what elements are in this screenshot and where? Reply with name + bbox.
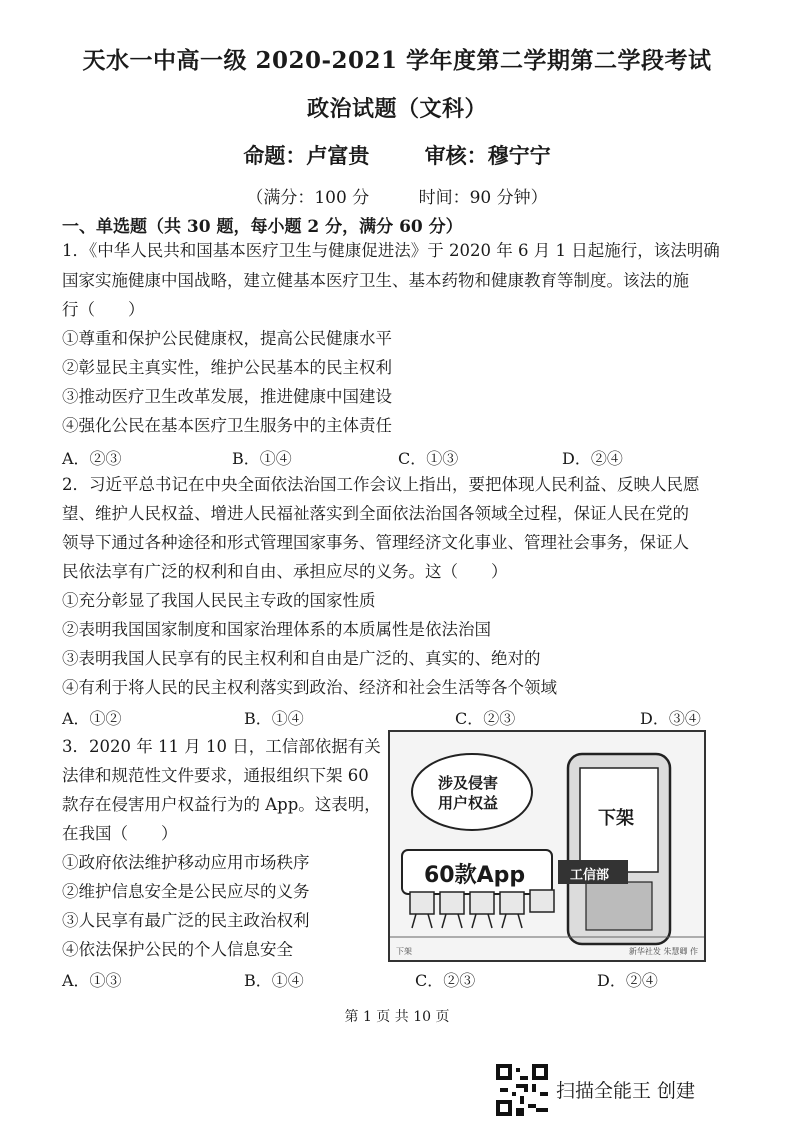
exam-time: 时间：90 分钟）	[418, 188, 548, 208]
q3-item: ④依法保护公民的个人信息安全	[62, 940, 293, 959]
q1-line: 行（ ）	[62, 300, 145, 319]
scanner-watermark: 扫描全能王 创建	[556, 1080, 696, 1102]
cartoon-caption-right: 新华社发 朱慧卿 作	[628, 947, 698, 956]
q1-line: 1．《中华人民共和国基本医疗卫生与健康促进法》于 2020 年 6 月 1 日起施行，该法明确	[62, 241, 720, 260]
q2-line: 领导下通过各种途径和形式管理国家事务、管理经济文化事业、管理社会事务，保证人	[62, 533, 689, 552]
q3-item: ③人民享有最广泛的民主政治权利	[62, 911, 310, 930]
q2-option-a: A．①②	[62, 709, 122, 728]
q3-item: ①政府依法维护移动应用市场秩序	[62, 853, 310, 872]
q3-option-a: A．①③	[62, 971, 122, 990]
q2-option-c: C．②③	[455, 709, 516, 728]
q1-item: ②彰显民主真实性，维护公民基本的民主权利	[62, 358, 392, 377]
cartoon-drawing	[390, 732, 704, 960]
q3-line: 款存在侵害用户权益行为的 App。这表明，	[62, 795, 381, 814]
q2-option-b: B．①④	[244, 709, 304, 728]
q3-line: 法律和规范性文件要求，通报组织下架 60	[62, 766, 369, 785]
q2-item: ②表明我国国家制度和国家治理体系的本质属性是依法治国	[62, 620, 491, 639]
full-score: （满分：100 分	[246, 188, 370, 208]
q2-item: ④有利于将人民的民主权利落实到政治、经济和社会生活等各个领域	[62, 678, 557, 697]
q1-item: ④强化公民在基本医疗卫生服务中的主体责任	[62, 416, 392, 435]
qr-code-icon	[496, 1064, 548, 1116]
phone-slot	[586, 882, 652, 930]
q1-option-d: D．②④	[562, 449, 623, 468]
q1-option-b: B．①④	[232, 449, 292, 468]
exam-title: 天水一中高一级 2020-2021 学年度第二学期第二学段考试	[82, 47, 712, 74]
q2-line: 民依法享有广泛的权利和自由、承担应尽的义务。这（ ）	[62, 562, 508, 581]
bubble-text-2: 用户权益	[438, 794, 499, 812]
apps-label: 60款App	[424, 863, 526, 888]
q3-option-b: B．①④	[244, 971, 304, 990]
q3-option-d: D．②④	[597, 971, 658, 990]
app-figures	[410, 890, 554, 914]
page-footer: 第 1 页 共 10 页	[344, 1009, 450, 1025]
ministry-label: 工信部	[570, 868, 610, 883]
q2-line: 2．习近平总书记在中央全面依法治国工作会议上指出，要把体现人民利益、反映人民愿	[62, 475, 700, 494]
exam-meta	[0, 183, 794, 208]
author: 命题：卢富贵	[243, 143, 370, 168]
q2-line: 望、维护人民权益、增进人民福祉落实到全面依法治国各领域全过程，保证人民在党的	[62, 504, 689, 523]
q1-option-a: A．②③	[62, 449, 122, 468]
q1-item: ①尊重和保护公民健康权，提高公民健康水平	[62, 329, 392, 348]
author-line	[0, 140, 794, 170]
q2-item: ①充分彰显了我国人民民主专政的国家性质	[62, 591, 376, 610]
q2-item: ③表明我国人民享有的民主权利和自由是广泛的、真实的、绝对的	[62, 649, 541, 668]
cartoon-caption-left: 下架	[396, 947, 412, 956]
q1-line: 国家实施健康中国战略，建立健基本医疗卫生、基本药物和健康教育等制度。该法的施	[62, 271, 689, 290]
bubble-text-1: 涉及侵害	[438, 774, 499, 792]
section-heading: 一、单选题（共 30 题，每小题 2 分，满分 60 分）	[62, 217, 463, 237]
q1-option-c: C．①③	[398, 449, 459, 468]
q1-item: ③推动医疗卫生改革发展，推进健康中国建设	[62, 387, 392, 406]
app-legs	[412, 914, 522, 928]
q3-line: 在我国（ ）	[62, 824, 178, 843]
q3-item: ②维护信息安全是公民应尽的义务	[62, 882, 310, 901]
cartoon-illustration	[388, 730, 706, 962]
reviewer: 审核：穆宁宁	[424, 143, 551, 168]
remove-sign: 下架	[598, 808, 634, 829]
q3-line: 3．2020 年 11 月 10 日，工信部依据有关	[62, 737, 381, 756]
exam-subtitle: 政治试题（文科）	[306, 96, 487, 122]
q2-option-d: D．③④	[640, 709, 701, 728]
q3-option-c: C．②③	[415, 971, 476, 990]
